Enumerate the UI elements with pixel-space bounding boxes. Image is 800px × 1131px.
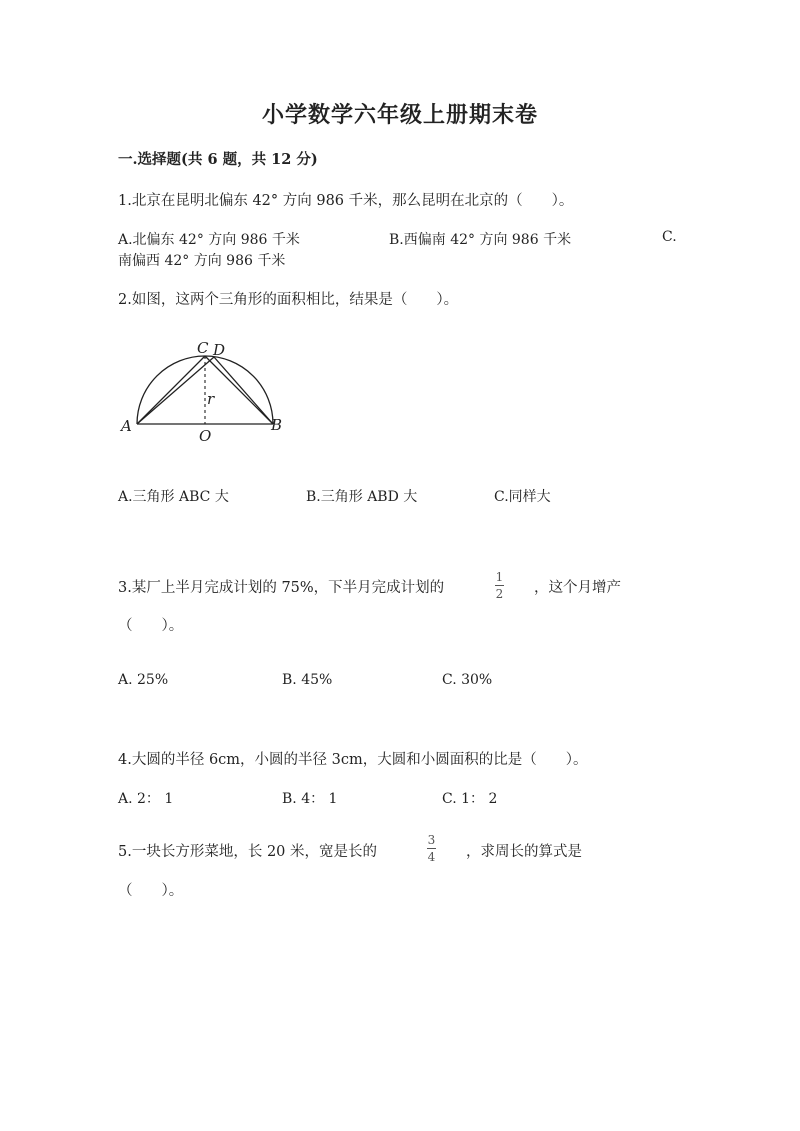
semicircle-triangle-figure	[115, 336, 295, 450]
page-title: 小学数学六年级上册期末卷	[261, 102, 538, 128]
segment-ac	[137, 356, 205, 424]
question-4-option-a: A. 2： 1	[118, 791, 174, 807]
question-3-text-before: 3.某厂上半月完成计划的 75%，下半月完成计划的	[118, 580, 445, 596]
fraction-bar	[427, 848, 436, 849]
question-3-text-line2: （ ）。	[118, 618, 184, 634]
question-5-text-line2: （ ）。	[118, 883, 184, 899]
label-d: D	[213, 341, 226, 359]
fraction-bar	[495, 585, 504, 586]
label-b: B	[271, 416, 283, 434]
question-4-option-c: C. 1： 2	[442, 791, 498, 807]
question-3-option-a: A. 25%	[118, 672, 169, 688]
segment-ad	[137, 357, 214, 424]
fraction-denominator: 2	[495, 587, 504, 601]
question-2-option-b: B.三角形 ABD 大	[306, 489, 418, 505]
question-5-text-before: 5.一块长方形菜地，长 20 米，宽是长的	[118, 844, 378, 860]
question-4-option-b: B. 4： 1	[282, 791, 338, 807]
label-a: A	[121, 417, 132, 435]
semicircle-arc	[137, 356, 273, 424]
segment-cb	[205, 356, 273, 424]
question-3-option-b: B. 45%	[282, 672, 333, 688]
label-c: C	[197, 339, 209, 357]
question-1-option-a: A.北偏东 42° 方向 986 千米	[118, 232, 300, 248]
label-o: O	[199, 427, 212, 445]
question-1-option-b: B.西偏南 42° 方向 986 千米	[389, 232, 572, 248]
label-r: r	[207, 390, 215, 408]
question-4-text: 4.大圆的半径 6cm，小圆的半径 3cm，大圆和小圆面积的比是（ ）。	[118, 752, 588, 768]
question-2-option-a: A.三角形 ABC 大	[118, 489, 229, 505]
fraction-numerator: 3	[427, 833, 436, 847]
question-3-fraction	[495, 570, 504, 601]
question-5-text-after: ，求周长的算式是	[466, 844, 582, 860]
fraction-denominator: 4	[427, 850, 436, 864]
fraction-numerator: 1	[495, 570, 504, 584]
question-3-text-after: ，这个月增产	[534, 580, 621, 596]
question-1-option-c-prefix: C.	[662, 229, 677, 245]
question-1-text: 1.北京在昆明北偏东 42° 方向 986 千米，那么昆明在北京的（ ）。	[118, 193, 574, 209]
question-1-option-c-text: 南偏西 42° 方向 986 千米	[118, 253, 286, 269]
question-2-option-c: C.同样大	[494, 489, 551, 505]
section-header: 一.选择题(共 6 题，共 12 分)	[118, 151, 318, 168]
question-2-text: 2.如图，这两个三角形的面积相比，结果是（ ）。	[118, 292, 459, 308]
question-3-option-c: C. 30%	[442, 672, 493, 688]
question-5-fraction	[427, 833, 436, 864]
